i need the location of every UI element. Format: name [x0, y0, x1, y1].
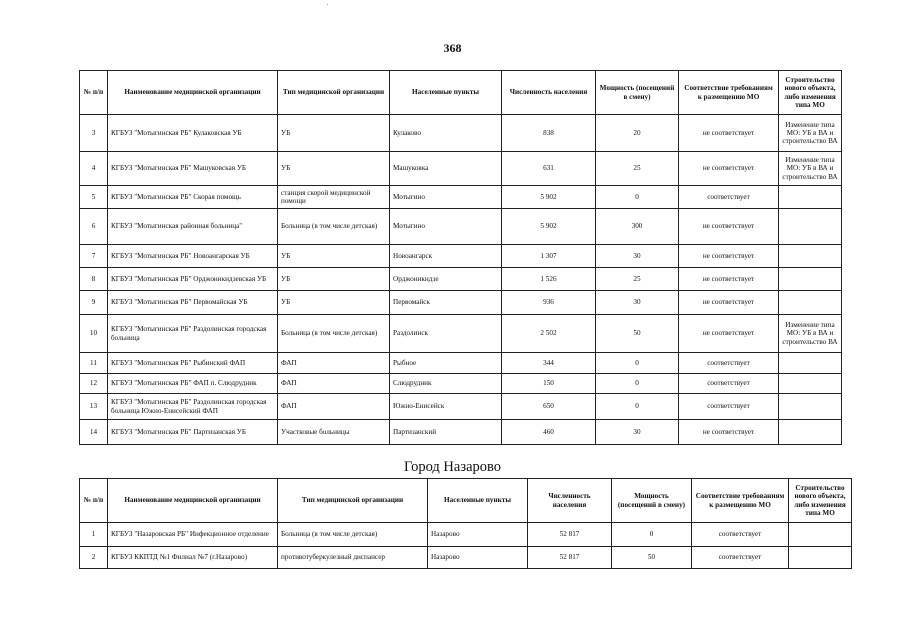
cell-compliance: соответствует [692, 523, 789, 547]
cell-compliance: соответствует [679, 374, 779, 394]
cell-capacity: 30 [596, 245, 679, 268]
cell-settlement: Орджоникидзе [390, 268, 502, 291]
cell-construction [779, 186, 842, 209]
cell-population: 5 902 [502, 209, 596, 245]
cell-construction: Изменение типа МО: УБ в ВА и строительство ВА [779, 315, 842, 353]
table-row [80, 291, 842, 315]
cell-compliance: не соответствует [679, 209, 779, 245]
cell-capacity: 50 [612, 547, 692, 569]
cell-settlement: Машуковка [390, 152, 502, 186]
cell-type: станция скорой медицинской помощи [278, 186, 390, 209]
cell-population: 631 [502, 152, 596, 186]
header-capacity: Мощность (посещений в смену) [612, 479, 692, 523]
cell-settlement: Слюдрудник [390, 374, 502, 394]
table-body [80, 523, 852, 569]
cell-population: 150 [502, 374, 596, 394]
header-compliance: Соответствие требованиям к размещению МО [692, 479, 789, 523]
cell-name: КГБУЗ "Мотыгинская РБ" Машуковская УБ [108, 152, 278, 186]
cell-construction [779, 353, 842, 374]
cell-settlement: Назарово [428, 523, 528, 547]
cell-num: 5 [80, 186, 108, 209]
cell-name: КГБУЗ "Мотыгинская РБ" Скорая помощь [108, 186, 278, 209]
table-row [80, 115, 842, 152]
cell-compliance: не соответствует [679, 315, 779, 353]
header-construction: Строительство нового объекта, либо изменения типа МО [789, 479, 852, 523]
cell-num: 6 [80, 209, 108, 245]
cell-population: 460 [502, 420, 596, 445]
page-number: 368 [443, 41, 462, 55]
table-row [80, 523, 852, 547]
cell-construction [779, 291, 842, 315]
header-capacity: Мощность (посещений в смену) [596, 71, 679, 115]
cell-name: КГБУЗ "Мотыгинская РБ" ФАП п. Слюдрудник [108, 374, 278, 394]
header-settlements: Населенные пункты [428, 479, 528, 523]
cell-construction [779, 394, 842, 420]
cell-type: ФАП [278, 374, 390, 394]
cell-capacity: 30 [596, 291, 679, 315]
cell-name: КГБУЗ "Мотыгинская РБ" Кулаковская УБ [108, 115, 278, 152]
cell-compliance: соответствует [679, 353, 779, 374]
cell-type: ФАП [278, 394, 390, 420]
scan-speck [327, 4, 328, 5]
cell-settlement: Новоангарск [390, 245, 502, 268]
cell-num: 12 [80, 374, 108, 394]
cell-compliance: соответствует [679, 394, 779, 420]
cell-settlement: Рыбное [390, 353, 502, 374]
cell-settlement: Мотыгино [390, 209, 502, 245]
cell-name: КГБУЗ "Мотыгинская районная больница" [108, 209, 278, 245]
cell-name: КГБУЗ "Назаровская РБ" Инфекционное отделение [108, 523, 278, 547]
table-row [80, 374, 842, 394]
cell-construction: Изменение типа МО: УБ в ВА и строительство ВА [779, 115, 842, 152]
facilities-table-nazarovo [79, 478, 852, 569]
cell-population: 5 902 [502, 186, 596, 209]
cell-capacity: 0 [596, 374, 679, 394]
cell-type: Больница (в том числе детская) [278, 209, 390, 245]
cell-compliance: не соответствует [679, 245, 779, 268]
cell-num: 13 [80, 394, 108, 420]
cell-compliance: не соответствует [679, 268, 779, 291]
table-row [80, 315, 842, 353]
cell-construction [779, 420, 842, 445]
cell-name: КГБУЗ "Мотыгинская РБ" Раздолинская городская больница [108, 315, 278, 353]
cell-construction: Изменение типа МО: УБ в ВА и строительство ВА [779, 152, 842, 186]
cell-name: КГБУЗ "Мотыгинская РБ" Раздолинская городская больница Южно-Енисейский ФАП [108, 394, 278, 420]
table-row [80, 209, 842, 245]
cell-num: 11 [80, 353, 108, 374]
table-row [80, 245, 842, 268]
cell-population: 1 526 [502, 268, 596, 291]
cell-type: УБ [278, 268, 390, 291]
header-type: Тип медицинской организации [278, 71, 390, 115]
cell-type: УБ [278, 152, 390, 186]
cell-num: 1 [80, 523, 108, 547]
cell-type: противотуберкулезный диспансер [278, 547, 428, 569]
cell-name: КГБУЗ "Мотыгинская РБ" Новоангарская УБ [108, 245, 278, 268]
header-name: Наименование медицинской организации [108, 479, 278, 523]
cell-construction [779, 268, 842, 291]
cell-population: 344 [502, 353, 596, 374]
header-construction: Строительство нового объекта, либо изменения типа МО [779, 71, 842, 115]
cell-num: 10 [80, 315, 108, 353]
table-row [80, 394, 842, 420]
cell-population: 52 817 [528, 547, 612, 569]
header-num: № п/п [80, 479, 108, 523]
cell-settlement: Партизанский [390, 420, 502, 445]
cell-type: Участковые больницы [278, 420, 390, 445]
section-heading-nazarovo: Город Назарово [403, 459, 501, 475]
cell-construction [779, 209, 842, 245]
cell-compliance: соответствует [692, 547, 789, 569]
cell-construction [779, 245, 842, 268]
cell-capacity: 0 [596, 186, 679, 209]
header-population: Численность населения [502, 71, 596, 115]
cell-construction [789, 523, 852, 547]
cell-num: 4 [80, 152, 108, 186]
header-name: Наименование медицинской организации [108, 71, 278, 115]
header-type: Тип медицинской организации [278, 479, 428, 523]
header-num: № п/п [80, 71, 108, 115]
cell-capacity: 0 [596, 353, 679, 374]
table-row [80, 353, 842, 374]
cell-construction [779, 374, 842, 394]
cell-capacity: 30 [596, 420, 679, 445]
cell-compliance: не соответствует [679, 115, 779, 152]
cell-population: 650 [502, 394, 596, 420]
cell-num: 8 [80, 268, 108, 291]
cell-name: КГБУЗ ККПТД №1 Филиал №7 (г.Назарово) [108, 547, 278, 569]
cell-type: УБ [278, 115, 390, 152]
cell-name: КГБУЗ "Мотыгинская РБ" Орджоникидзевская УБ [108, 268, 278, 291]
facilities-table-motygino [79, 70, 842, 445]
cell-capacity: 25 [596, 152, 679, 186]
cell-capacity: 25 [596, 268, 679, 291]
table-header-row [80, 479, 852, 523]
cell-compliance: не соответствует [679, 152, 779, 186]
cell-population: 52 817 [528, 523, 612, 547]
cell-settlement: Мотыгино [390, 186, 502, 209]
cell-settlement: Южно-Енисейск [390, 394, 502, 420]
table-row [80, 268, 842, 291]
table-row [80, 547, 852, 569]
cell-num: 2 [80, 547, 108, 569]
cell-type: УБ [278, 245, 390, 268]
cell-capacity: 0 [596, 394, 679, 420]
table-body [80, 115, 842, 445]
cell-num: 9 [80, 291, 108, 315]
header-compliance: Соответствие требованиям к размещению МО [679, 71, 779, 115]
cell-num: 14 [80, 420, 108, 445]
cell-compliance: соответствует [679, 186, 779, 209]
cell-population: 2 502 [502, 315, 596, 353]
cell-population: 1 307 [502, 245, 596, 268]
cell-type: ФАП [278, 353, 390, 374]
cell-settlement: Кулаково [390, 115, 502, 152]
cell-num: 7 [80, 245, 108, 268]
table-header-row [80, 71, 842, 115]
cell-settlement: Раздолинск [390, 315, 502, 353]
header-population: Численность населения [528, 479, 612, 523]
cell-population: 936 [502, 291, 596, 315]
table-row [80, 186, 842, 209]
cell-capacity: 0 [612, 523, 692, 547]
header-settlements: Населенные пункты [390, 71, 502, 115]
cell-settlement: Назарово [428, 547, 528, 569]
cell-name: КГБУЗ "Мотыгинская РБ" Партизанская УБ [108, 420, 278, 445]
cell-settlement: Первомайск [390, 291, 502, 315]
cell-compliance: не соответствует [679, 291, 779, 315]
cell-type: УБ [278, 291, 390, 315]
cell-name: КГБУЗ "Мотыгинская РБ" Первомайская УБ [108, 291, 278, 315]
table-row [80, 420, 842, 445]
cell-population: 838 [502, 115, 596, 152]
cell-capacity: 300 [596, 209, 679, 245]
cell-type: Больница (в том числе детская) [278, 523, 428, 547]
cell-type: Больница (в том числе детская) [278, 315, 390, 353]
cell-num: 3 [80, 115, 108, 152]
table-row [80, 152, 842, 186]
cell-construction [789, 547, 852, 569]
cell-capacity: 50 [596, 315, 679, 353]
cell-name: КГБУЗ "Мотыгинская РБ" Рыбинский ФАП [108, 353, 278, 374]
cell-capacity: 20 [596, 115, 679, 152]
cell-compliance: не соответствует [679, 420, 779, 445]
